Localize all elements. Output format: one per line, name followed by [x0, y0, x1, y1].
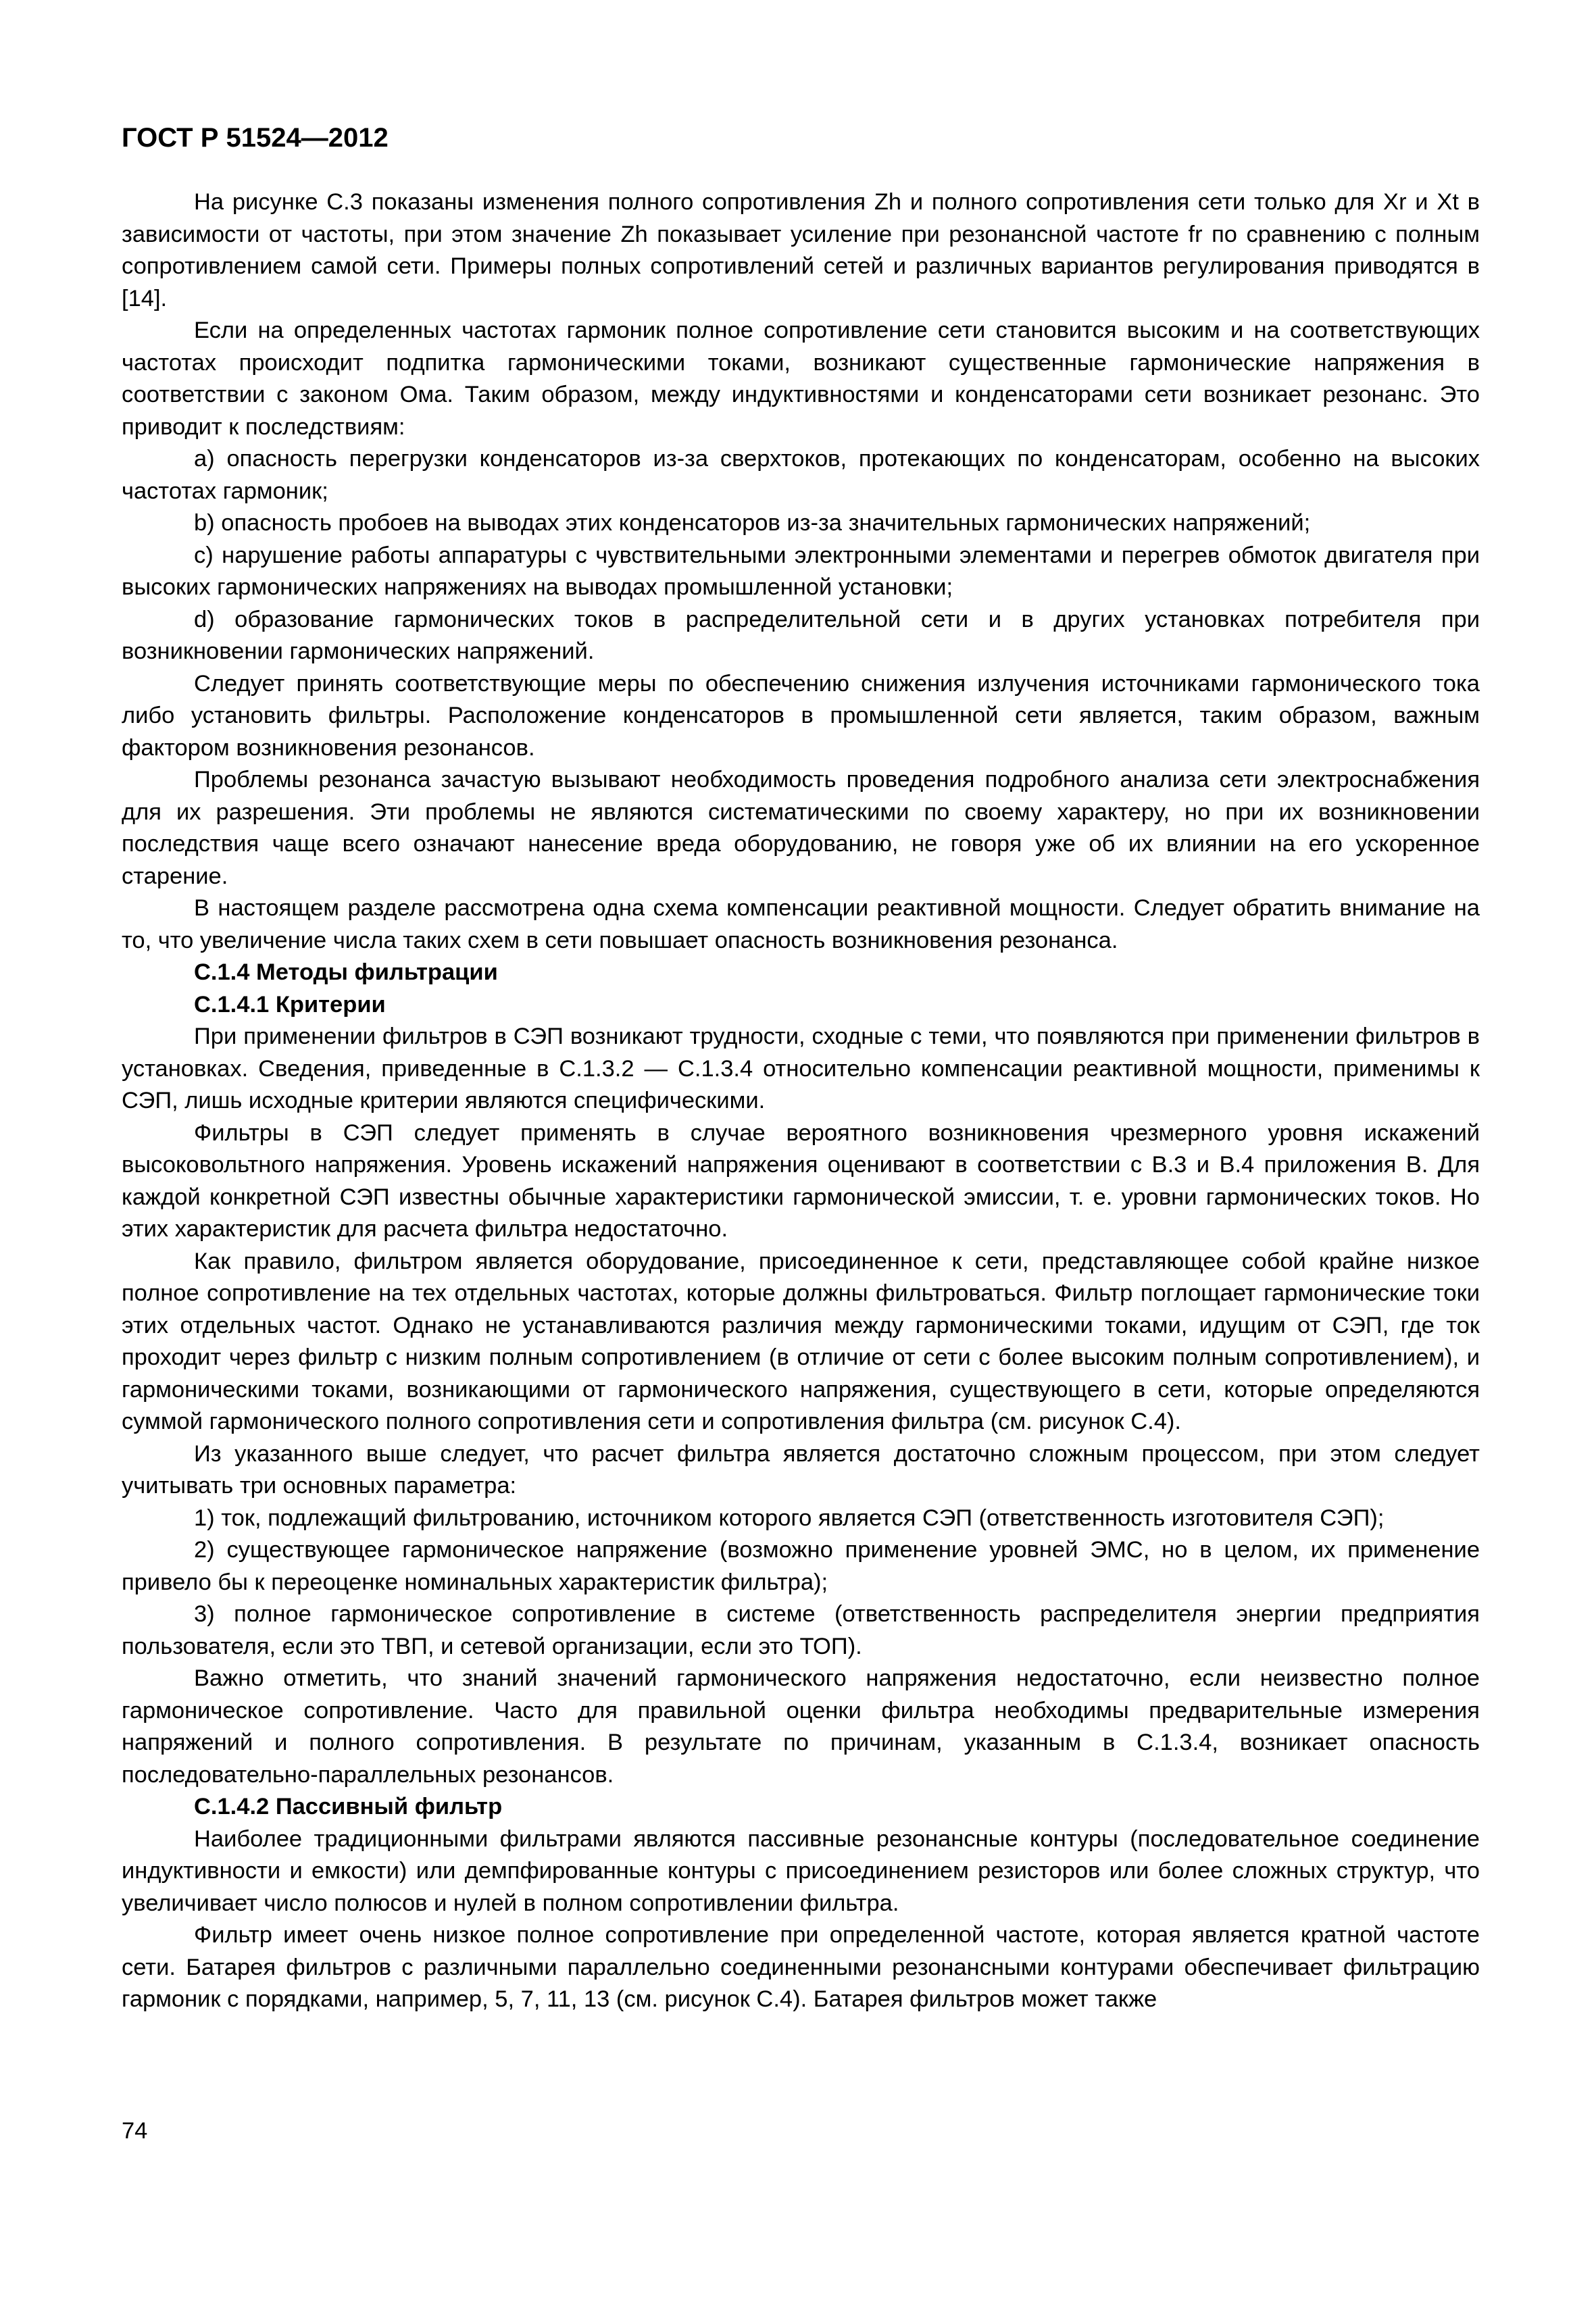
paragraph: Если на определенных частотах гармоник полное сопротивление сети становится высоким и на соответствующих частотах происходит подпитка гармоническими токами, возникают существенные гармонические напряжения в соответствии с законом Ома. Таким образом, между индуктивностями и конденсаторами сети возникает резонанс. Это приводит к последствиям:	[122, 318, 1480, 440]
subsection-heading: С.1.4.1 Критерии	[194, 991, 386, 1017]
list-item: a) опасность перегрузки конденсаторов из-за сверхтоков, протекающих по конденсаторам, особенно на высоких частотах гармоник;	[122, 446, 1480, 504]
paragraph: Как правило, фильтром является оборудование, присоединенное к сети, представляющее собой крайне низкое полное сопротивление на тех отдельных частотах, которые должны фильтроваться. Фильтр поглощает гармонические токи этих отдельных частот. Однако не устанавливаются различия между гармоническими токами, идущим от СЭП, где ток проходит через фильтр с низким полным сопротивлением (в отличие от сети с более высоким полным сопротивлением), и гармоническими токами, возникающими от гармонического напряжения, существующего в сети, которые определяются суммой гармонического полного сопротивления сети и сопротивления фильтра (см. рисунок С.4).	[122, 1248, 1480, 1434]
list-item: d) образование гармонических токов в распределительной сети и в других установках потребителя при возникновении гармонических напряжений.	[122, 606, 1480, 664]
paragraph: Фильтры в СЭП следует применять в случае вероятного возникновения чрезмерного уровня искажений высоковольтного напряжения. Уровень искажений напряжения оценивают в соответствии с В.3 и В.4 приложения В. Для каждой конкретной СЭП известны обычные характеристики гармонической эмиссии, т. е. уровни гармонических токов. Но этих характеристик для расчета фильтра недостаточно.	[122, 1120, 1480, 1242]
paragraph: В настоящем разделе рассмотрена одна схема компенсации реактивной мощности. Следует обратить внимание на то, что увеличение числа таких схем в сети повышает опасность возникновения резонанса.	[122, 895, 1480, 953]
paragraph: Важно отметить, что знаний значений гармонического напряжения недостаточно, если неизвестно полное гармоническое сопротивление. Часто для правильной оценки фильтра необходимы предварительные измерения напряжений и полного сопротивления. В результате по причинам, указанным в С.1.3.4, возникает опасность последовательно-параллельных резонансов.	[122, 1665, 1480, 1788]
document-header: ГОСТ Р 51524—2012	[122, 123, 389, 153]
document-page	[122, 122, 1480, 2016]
list-item: 3) полное гармоническое сопротивление в системе (ответственность распределителя энергии предприятия пользователя, если это ТВП, и сетевой организации, если это ТОП).	[122, 1601, 1480, 1659]
paragraph: На рисунке С.3 показаны изменения полного сопротивления Zh и полного сопротивления сети только для Xr и Xt в зависимости от частоты, при этом значение Zh показывает усиление при резонансной частоте fr по сравнению с полным сопротивлением самой сети. Примеры полных сопротивлений сетей и различных вариантов регулирования приводятся в [14].	[122, 189, 1480, 311]
list-item: c) нарушение работы аппаратуры с чувствительными электронными элементами и перегрев обмоток двигателя при высоких гармонических напряжениях на выводах промышленной установки;	[122, 542, 1480, 600]
paragraph: Из указанного выше следует, что расчет фильтра является достаточно сложным процессом, при этом следует учитывать три основных параметра:	[122, 1440, 1480, 1499]
paragraph: Проблемы резонанса зачастую вызывают необходимость проведения подробного анализа сети электроснабжения для их разрешения. Эти проблемы не являются систематическими по своему характеру, но при их возникновении последствия чаще всего означают нанесение вреда оборудованию, не говоря уже об их влиянии на его ускоренное старение.	[122, 767, 1480, 889]
paragraph: Фильтр имеет очень низкое полное сопротивление при определенной частоте, которая является кратной частоте сети. Батарея фильтров с различными параллельно соединенными резонансными контурами обеспечивает фильтрацию гармоник с порядками, например, 5, 7, 11, 13 (см. рисунок С.4). Батарея фильтров может также	[122, 1922, 1480, 2012]
document-body	[122, 186, 1480, 2016]
paragraph: Наиболее традиционными фильтрами являются пассивные резонансные контуры (последовательное соединение индуктивности и емкости) или демпфированные контуры с присоединением резисторов или более сложных структур, что увеличивает число полюсов и нулей в полном сопротивлении фильтра.	[122, 1826, 1480, 1916]
list-item: 1) ток, подлежащий фильтрованию, источником которого является СЭП (ответственность изготовителя СЭП);	[194, 1505, 1385, 1531]
list-item: 2) существующее гармоническое напряжение (возможно применение уровней ЭМС, но в целом, их применение привело бы к переоценке номинальных характеристик фильтра);	[122, 1537, 1480, 1595]
section-heading: С.1.4 Методы фильтрации	[194, 959, 498, 985]
page-number: 74	[122, 2118, 148, 2144]
subsection-heading: С.1.4.2 Пассивный фильтр	[194, 1794, 503, 1819]
paragraph: При применении фильтров в СЭП возникают трудности, сходные с теми, что появляются при применении фильтров в установках. Сведения, приведенные в С.1.3.2 — С.1.3.4 относительно компенсации реактивной мощности, применимы к СЭП, лишь исходные критерии являются специфическими.	[122, 1024, 1480, 1113]
paragraph: Следует принять соответствующие меры по обеспечению снижения излучения источниками гармонического тока либо установить фильтры. Расположение конденсаторов в промышленной сети является, таким образом, важным фактором возникновения резонансов.	[122, 670, 1480, 761]
list-item: b) опасность пробоев на выводах этих конденсаторов из-за значительных гармонических напряжений;	[194, 510, 1311, 536]
